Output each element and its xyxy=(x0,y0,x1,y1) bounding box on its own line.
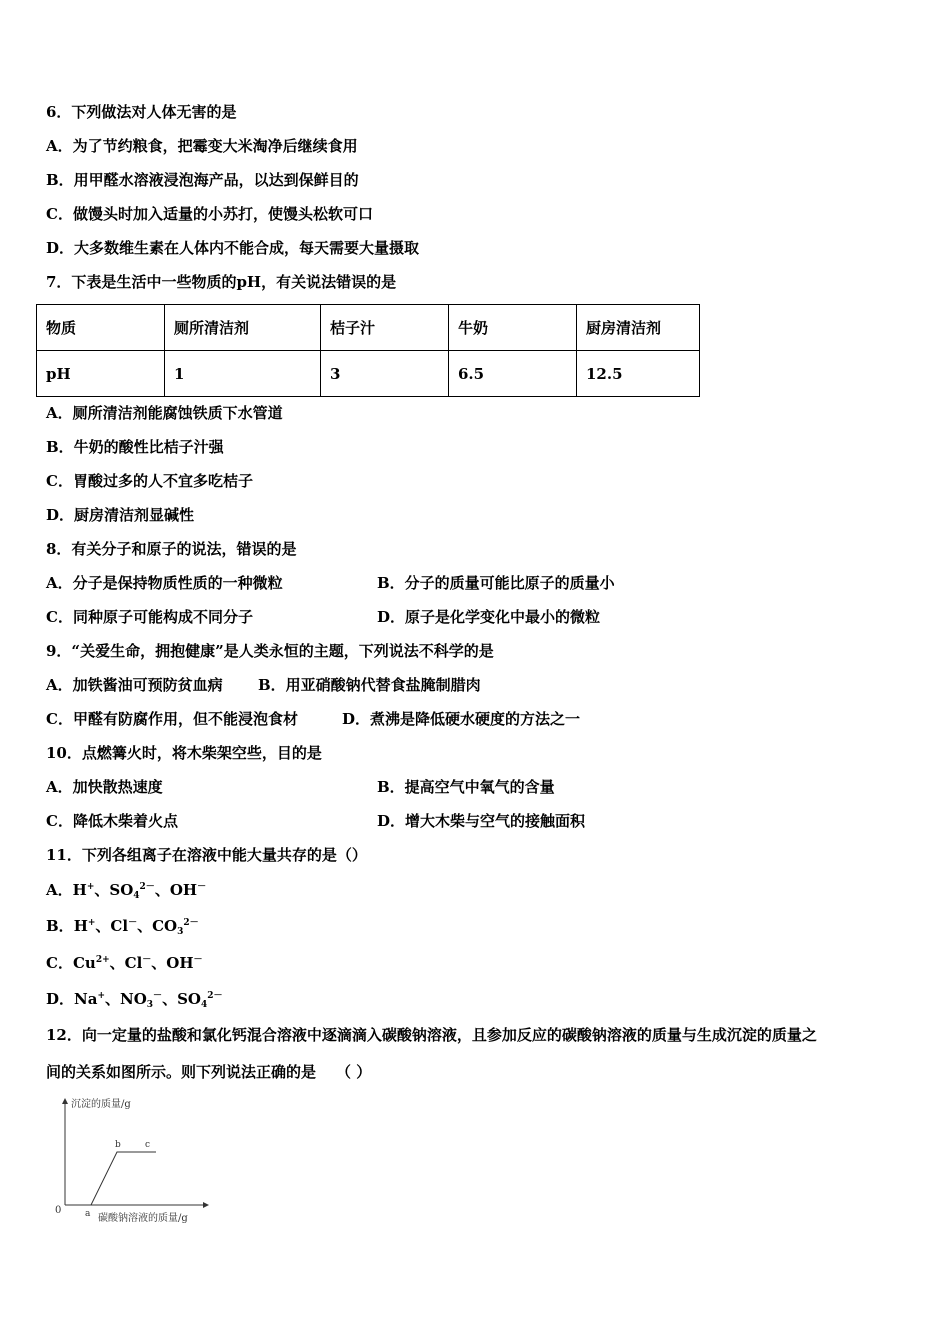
q11-option-d xyxy=(46,989,223,1009)
q7-option-c: C．胃酸过多的人不宜多吃桔子 xyxy=(46,472,253,490)
ph-table-cell: 6.5 xyxy=(449,351,577,397)
ion-charge: 2+ xyxy=(95,955,110,965)
ph-table-header-cell: 牛奶 xyxy=(449,305,577,351)
q7-option-d: D．厨房清洁剂显碱性 xyxy=(46,506,195,524)
q11-option-a xyxy=(46,880,206,900)
answer-bracket: （ ） xyxy=(336,1063,372,1081)
ion-charge: 2－ xyxy=(207,991,223,1001)
ion-subscript: 4 xyxy=(133,891,140,901)
q10-option-b: B．提高空气中氧气的含量 xyxy=(377,778,555,796)
q12-stem-line2 xyxy=(46,1062,371,1082)
ion-charge: + xyxy=(87,918,96,928)
precipitate-curve xyxy=(65,1152,156,1205)
q8-option-c: C．同种原子可能构成不同分子 xyxy=(46,608,253,626)
q6-stem: 6．下列做法对人体无害的是 xyxy=(46,103,237,121)
ion-text: H xyxy=(73,917,88,935)
ion-charge: + xyxy=(86,882,95,892)
ion-text: Cu xyxy=(72,954,96,972)
ph-table-cell: 1 xyxy=(165,351,321,397)
q11-option-c xyxy=(46,953,203,973)
q7-option-a: A．厕所清洁剂能腐蚀铁质下水管道 xyxy=(46,404,283,422)
q9-stem: 9．“关爱生命，拥抱健康”是人类永恒的主题，下列说法不科学的是 xyxy=(46,642,494,660)
q9-option-a: A．加铁酱油可预防贫血病 xyxy=(46,676,223,694)
ph-table-value-row xyxy=(37,351,700,397)
ion-subscript: 3 xyxy=(146,1000,154,1010)
ion-text: 、Cl xyxy=(95,917,129,935)
origin-label: 0 xyxy=(55,1205,62,1216)
q6-option-a: A．为了节约粮食，把霉变大米淘净后继续食用 xyxy=(46,137,358,155)
q10-option-d: D．增大木柴与空气的接触面积 xyxy=(377,812,586,830)
q12-stem-line1: 12．向一定量的盐酸和氯化钙混合溶液中逐滴滴入碳酸钠溶液，且参加反应的碳酸钠溶液的质量与生成沉淀的质量之 xyxy=(46,1026,817,1044)
ion-text: 、OH xyxy=(151,954,194,972)
ph-table-cell: pH xyxy=(37,351,165,397)
ion-text: Na xyxy=(74,990,98,1008)
q7-stem: 7．下表是生活中一些物质的pH，有关说法错误的是 xyxy=(46,273,397,291)
q10-option-c: C．降低木柴着火点 xyxy=(46,812,178,830)
ion-charge: 2－ xyxy=(139,882,155,892)
ion-charge: 2－ xyxy=(183,918,199,928)
q9-option-c: C．甲醛有防腐作用，但不能浸泡食材 xyxy=(46,710,298,728)
q8-option-b: B．分子的质量可能比原子的质量小 xyxy=(377,574,615,592)
ion-text: 、SO xyxy=(94,881,134,899)
point-label-b: b xyxy=(115,1140,121,1150)
ion-text: H xyxy=(72,881,87,899)
point-label-c: c xyxy=(145,1140,151,1150)
ph-table-header-row xyxy=(37,305,700,351)
q6-option-b: B．用甲醛水溶液浸泡海产品，以达到保鲜目的 xyxy=(46,171,359,189)
option-label: C． xyxy=(46,954,73,972)
precipitate-graph xyxy=(50,1093,220,1228)
ion-charge: － xyxy=(197,882,207,892)
option-label: B． xyxy=(46,917,74,935)
ion-text: 、Cl xyxy=(109,954,143,972)
q8-stem: 8．有关分子和原子的说法，错误的是 xyxy=(46,540,297,558)
ph-table-header-cell: 桔子汁 xyxy=(321,305,449,351)
ion-charge: － xyxy=(142,955,152,965)
q6-option-c: C．做馒头时加入适量的小苏打，使馒头松软可口 xyxy=(46,205,373,223)
ph-table xyxy=(36,304,700,397)
q9-option-d: D．煮沸是降低硬水硬度的方法之一 xyxy=(342,710,581,728)
q10-option-a: A．加快散热速度 xyxy=(46,778,163,796)
ph-table-header-cell: 物质 xyxy=(37,305,165,351)
y-axis-label: 沉淀的质量/g xyxy=(71,1099,131,1110)
x-axis-label: 碳酸钠溶液的质量/g xyxy=(98,1213,188,1224)
ion-subscript: 4 xyxy=(200,1000,208,1010)
q8-option-a: A．分子是保持物质性质的一种微粒 xyxy=(46,574,283,592)
ion-text: 、SO xyxy=(162,990,201,1008)
ph-table-header-cell: 厕所清洁剂 xyxy=(165,305,321,351)
q6-option-d: D．大多数维生素在人体内不能合成，每天需要大量摄取 xyxy=(46,239,420,257)
ion-charge: － xyxy=(153,991,163,1001)
q10-stem: 10．点燃篝火时，将木柴架空些，目的是 xyxy=(46,744,322,762)
option-label: A． xyxy=(46,881,73,899)
ion-text: 、NO xyxy=(105,990,147,1008)
ion-text: 、OH xyxy=(154,881,198,899)
q11-stem: 11．下列各组离子在溶液中能大量共存的是（） xyxy=(46,846,367,864)
ion-charge: － xyxy=(193,955,203,965)
ion-subscript: 3 xyxy=(177,927,184,937)
ion-charge: － xyxy=(128,918,138,928)
option-label: D． xyxy=(46,990,75,1008)
q12-stem-text: 间的关系如图所示。则下列说法正确的是 xyxy=(46,1063,317,1081)
q8-option-d: D．原子是化学变化中最小的微粒 xyxy=(377,608,601,626)
ph-table-header-cell: 厨房清洁剂 xyxy=(577,305,700,351)
q11-option-b xyxy=(46,916,199,936)
q7-option-b: B．牛奶的酸性比桔子汁强 xyxy=(46,438,224,456)
point-label-a: a xyxy=(85,1209,91,1219)
ph-table-cell: 12.5 xyxy=(577,351,700,397)
q9-option-b: B．用亚硝酸钠代替食盐腌制腊肉 xyxy=(258,676,481,694)
ion-text: 、CO xyxy=(137,917,178,935)
ph-table-cell: 3 xyxy=(321,351,449,397)
ion-charge: + xyxy=(97,991,105,1001)
